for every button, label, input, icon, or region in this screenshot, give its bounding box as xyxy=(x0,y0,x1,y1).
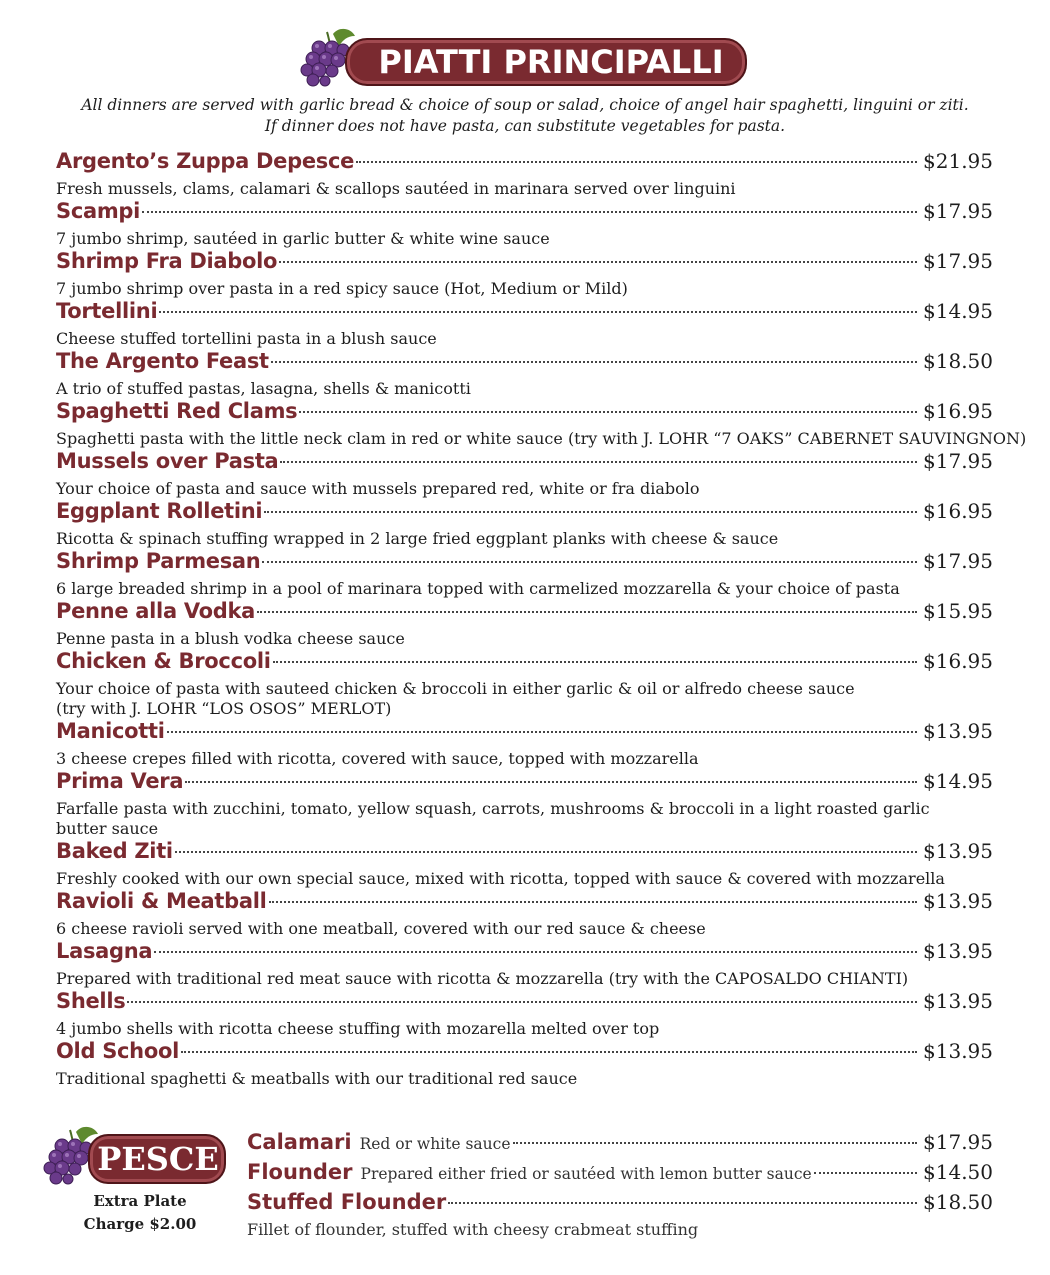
dish-price: $17.95 xyxy=(923,1130,993,1154)
dot-leader xyxy=(175,851,917,853)
dish-note: Prepared either fried or sautéed with lemon butter sauce xyxy=(360,1165,812,1183)
menu-item xyxy=(56,399,1027,449)
dish-name: Baked Ziti xyxy=(56,839,173,863)
dot-leader xyxy=(299,411,917,413)
dish-description: Ricotta & spinach stuffing wrapped in 2 large fried eggplant planks with cheese & sauce xyxy=(56,529,779,548)
dish-price: $18.50 xyxy=(923,1190,993,1214)
menu-item-row xyxy=(56,549,993,579)
menu-header xyxy=(0,22,1050,88)
dish-price: $17.95 xyxy=(923,249,993,273)
dish-description: Freshly cooked with our own special sauce, mixed with ricotta, topped with sauce & covered with mozzarella xyxy=(56,869,945,888)
dish-name: Prima Vera xyxy=(56,769,184,793)
dish-name: Flounder xyxy=(247,1160,353,1184)
menu-item-row xyxy=(56,499,993,529)
dish-price: $14.50 xyxy=(923,1160,993,1184)
menu-item-row xyxy=(56,299,993,329)
menu-item xyxy=(56,549,993,599)
menu-item xyxy=(56,349,993,399)
menu-item xyxy=(56,939,993,989)
menu-item-row xyxy=(56,349,993,379)
menu-item-row xyxy=(56,599,993,629)
dot-leader xyxy=(127,1001,917,1003)
dot-leader xyxy=(159,311,917,313)
dot-leader xyxy=(142,211,917,213)
dish-price: $21.95 xyxy=(923,149,993,173)
dish-name: Lasagna xyxy=(56,939,153,963)
menu-list xyxy=(56,149,1027,1089)
menu-item xyxy=(56,249,993,299)
dot-leader xyxy=(448,1202,917,1204)
page-title: PIATTI PRINCIPALLI xyxy=(378,43,724,81)
menu-item-row xyxy=(56,769,993,799)
dish-description: A trio of stuffed pastas, lasagna, shells & manicotti xyxy=(56,379,471,398)
dot-leader xyxy=(181,1051,917,1053)
dish-description: 3 cheese crepes filled with ricotta, covered with sauce, topped with mozzarella xyxy=(56,749,699,768)
dish-description: 6 cheese ravioli served with one meatball, covered with our red sauce & cheese xyxy=(56,919,706,938)
dish-price: $14.95 xyxy=(923,769,993,793)
dish-price: $14.95 xyxy=(923,299,993,323)
menu-item xyxy=(56,599,993,649)
dish-description: (try with J. LOHR “LOS OSOS” MERLOT) xyxy=(56,699,392,718)
dot-leader xyxy=(269,901,917,903)
dish-description: Penne pasta in a blush vodka cheese sauce xyxy=(56,629,405,648)
dot-leader xyxy=(257,611,917,613)
dish-price: $15.95 xyxy=(923,599,993,623)
menu-item-row xyxy=(56,449,993,479)
dot-leader xyxy=(262,561,917,563)
dish-price: $13.95 xyxy=(923,1039,993,1063)
dish-name: Spaghetti Red Clams xyxy=(56,399,298,423)
dish-name: Manicotti xyxy=(56,719,165,743)
menu-item xyxy=(56,199,993,249)
menu-item-row xyxy=(56,1039,993,1069)
dish-price: $13.95 xyxy=(923,889,993,913)
dish-description: butter sauce xyxy=(56,819,159,838)
menu-item-row xyxy=(56,839,993,869)
menu-item-row xyxy=(56,149,993,179)
menu-item-row xyxy=(56,889,993,919)
menu-item xyxy=(56,719,993,769)
dot-leader xyxy=(513,1142,918,1144)
menu-item-row xyxy=(56,199,993,229)
pesce-item-row xyxy=(247,1130,993,1160)
dish-price: $17.95 xyxy=(923,199,993,223)
dish-name: Old School xyxy=(56,1039,179,1063)
menu-item xyxy=(56,449,993,499)
menu-item xyxy=(56,1039,993,1089)
dish-description: Your choice of pasta and sauce with mussels prepared red, white or fra diabolo xyxy=(56,479,700,498)
pesce-list xyxy=(247,1130,993,1239)
dot-leader xyxy=(185,781,917,783)
intro-line: All dinners are served with garlic bread & choice of soup or salad, choice of angel hair spaghetti, linguini or ziti. xyxy=(81,96,969,114)
extra-line: Extra Plate xyxy=(93,1192,187,1210)
dish-description: Prepared with traditional red meat sauce with ricotta & mozzarella (try with the CAPOSALDO CHIANTI) xyxy=(56,969,909,988)
menu-item xyxy=(56,149,993,199)
dish-description: 6 large breaded shrimp in a pool of marinara topped with carmelized mozzarella & your choice of pasta xyxy=(56,579,900,598)
dish-name: Shrimp Parmesan xyxy=(56,549,261,573)
menu-item xyxy=(56,989,993,1039)
menu-item xyxy=(56,769,993,839)
dot-leader xyxy=(279,261,917,263)
dot-leader xyxy=(814,1172,917,1174)
dish-description: 4 jumbo shells with ricotta cheese stuffing with mozarella melted over top xyxy=(56,1019,660,1038)
dish-price: $13.95 xyxy=(923,989,993,1013)
dish-description: Fillet of flounder, stuffed with cheesy crabmeat stuffing xyxy=(247,1220,699,1239)
menu-item xyxy=(56,299,993,349)
menu-item-row xyxy=(56,249,993,279)
dish-price: $17.95 xyxy=(923,549,993,573)
menu-item-row xyxy=(56,719,993,749)
menu-item-row xyxy=(56,399,993,429)
pesce-title: PESCE xyxy=(97,1140,219,1178)
extra-line: Charge $2.00 xyxy=(83,1215,197,1233)
dish-name: Chicken & Broccoli xyxy=(56,649,271,673)
dish-name: Ravioli & Meatball xyxy=(56,889,267,913)
dish-note: Red or white sauce xyxy=(359,1135,511,1153)
dish-price: $17.95 xyxy=(923,449,993,473)
menu-item xyxy=(56,839,993,889)
dot-leader xyxy=(280,461,917,463)
dish-name: Mussels over Pasta xyxy=(56,449,279,473)
menu-item xyxy=(56,889,993,939)
dish-price: $16.95 xyxy=(923,399,993,423)
dish-name: Tortellini xyxy=(56,299,158,323)
dish-name: The Argento Feast xyxy=(56,349,269,373)
dish-name: Stuffed Flounder xyxy=(247,1190,447,1214)
dot-leader xyxy=(264,511,917,513)
dish-price: $18.50 xyxy=(923,349,993,373)
extra-plate-charge xyxy=(70,1190,210,1236)
dish-description: 7 jumbo shrimp over pasta in a red spicy sauce (Hot, Medium or Mild) xyxy=(56,279,628,298)
dish-name: Argento’s Zuppa Depesce xyxy=(56,149,355,173)
pesce-item-row xyxy=(247,1160,993,1190)
dish-name: Shells xyxy=(56,989,126,1013)
dish-description: Cheese stuffed tortellini pasta in a blush sauce xyxy=(56,329,437,348)
dish-description: Your choice of pasta with sauteed chicken & broccoli in either garlic & oil or alfredo cheese sauce xyxy=(56,679,855,698)
dish-description: 7 jumbo shrimp, sautéed in garlic butter & white wine sauce xyxy=(56,229,550,248)
dish-name: Calamari xyxy=(247,1130,352,1154)
dish-description: Farfalle pasta with zucchini, tomato, yellow squash, carrots, mushrooms & broccoli in a light roasted garlic xyxy=(56,799,930,818)
dish-name: Scampi xyxy=(56,199,141,223)
dot-leader xyxy=(356,161,917,163)
dish-name: Shrimp Fra Diabolo xyxy=(56,249,278,273)
dish-price: $13.95 xyxy=(923,839,993,863)
dish-price: $13.95 xyxy=(923,719,993,743)
dot-leader xyxy=(167,731,917,733)
dot-leader xyxy=(154,951,917,953)
menu-item-row xyxy=(56,989,993,1019)
dish-price: $16.95 xyxy=(923,649,993,673)
menu-item-row xyxy=(56,649,993,679)
dot-leader xyxy=(273,661,917,663)
dish-description: Traditional spaghetti & meatballs with our traditional red sauce xyxy=(56,1069,578,1088)
menu-item xyxy=(56,499,993,549)
intro-line: If dinner does not have pasta, can substitute vegetables for pasta. xyxy=(264,117,786,135)
dish-name: Eggplant Rolletini xyxy=(56,499,263,523)
dish-description: Spaghetti pasta with the little neck clam in red or white sauce (try with J. LOHR “7 OAKS” CABERNET SAUVINGNON) xyxy=(56,429,1027,448)
dish-description: Fresh mussels, clams, calamari & scallops sautéed in marinara served over linguini xyxy=(56,179,736,198)
dish-name: Penne alla Vodka xyxy=(56,599,256,623)
menu-item-row xyxy=(56,939,993,969)
dot-leader xyxy=(271,361,917,363)
menu-item xyxy=(56,649,993,719)
dish-price: $13.95 xyxy=(923,939,993,963)
dish-price: $16.95 xyxy=(923,499,993,523)
pesce-item-row xyxy=(247,1190,993,1220)
intro-text xyxy=(0,95,1050,137)
